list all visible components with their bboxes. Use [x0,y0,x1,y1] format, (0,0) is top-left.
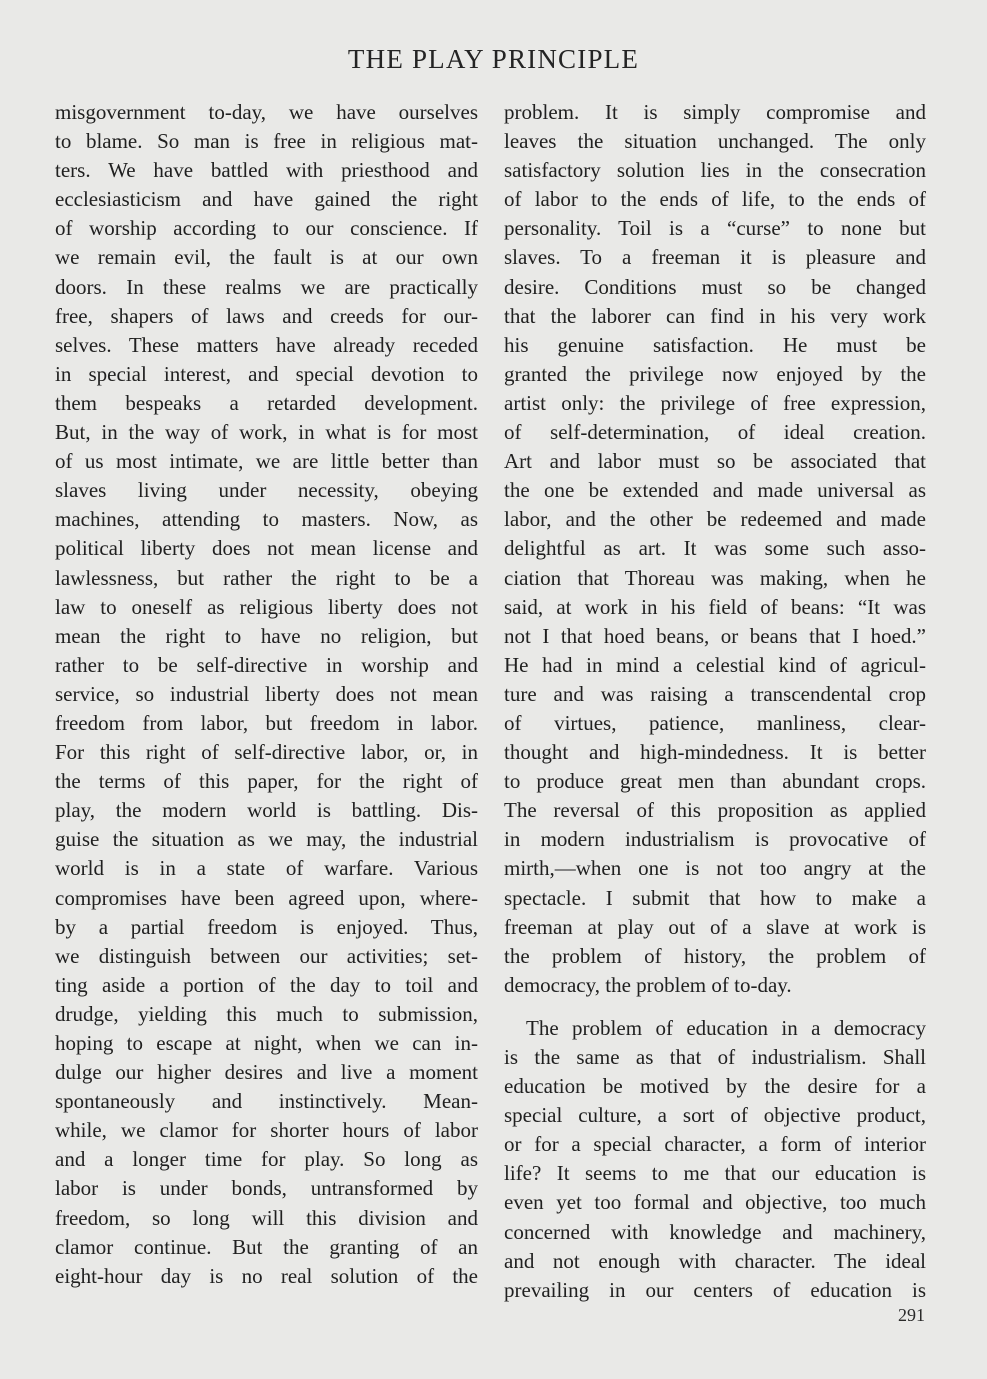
text-line: lawlessness, but rather the right to be a [55,565,478,590]
text-line: the problem of history, the problem of [504,943,926,968]
text-line: ture and was raising a transcendental crop [504,681,926,706]
text-line: democracy, the problem of to-day. [504,972,792,997]
right-column [504,98,926,1305]
paragraph-labor [504,98,926,1000]
text-line: ting aside a portion of the day to toil and [55,972,478,997]
text-line: But, in the way of work, in what is for most [55,420,478,445]
text-line: problem. It is simply compromise and [504,100,926,124]
text-line: world is in a state of warfare. Various [55,856,478,881]
text-line: labor, and the other be redeemed and made [504,507,926,532]
text-line: even yet too formal and objective, too much [504,1190,926,1215]
text-line: Art and labor must so be associated that [504,449,926,474]
text-line: freedom, so long will this division and [55,1205,478,1230]
text-line: personality. Toil is a “curse” to none but [504,216,926,241]
text-line: of us most intimate, we are little better than [55,449,478,474]
paragraph-education [504,1014,926,1305]
text-line: spectacle. I submit that how to make a [504,885,926,910]
text-line: said, at work in his field of beans: “It was [504,594,926,619]
text-line: the terms of this paper, for the right of [55,769,478,794]
page-number: 291 [898,1305,925,1325]
text-line: delightful as art. It was some such asso- [504,536,926,561]
text-line: not I that hoed beans, or beans that I hoed.” [504,623,926,648]
text-line: slaves. To a freeman it is pleasure and [504,245,926,270]
text-line: life? It seems to me that our education is [504,1161,926,1186]
text-line: compromises have been agreed upon, where- [55,885,478,910]
text-line: desire. Conditions must so be changed [504,274,926,299]
text-line: special culture, a sort of objective product, [504,1103,926,1128]
text-line: we remain evil, the fault is at our own [55,245,478,270]
text-line: The reversal of this proposition as applied [504,798,926,823]
text-line: hoping to escape at night, when we can in- [55,1031,478,1055]
text-line: thought and high-mindedness. It is better [504,740,926,765]
text-line: prevailing in our centers of education is [504,1277,926,1302]
text-line: ciation that Thoreau was making, when he [504,565,926,590]
text-line: satisfactory solution lies in the consecration [504,158,926,183]
text-line: in modern industrialism is provocative of [504,827,926,852]
text-line: of self-determination, of ideal creation. [504,420,926,445]
text-line: spontaneously and instinctively. Mean- [55,1089,478,1114]
text-line: is the same as that of industrialism. Shall [504,1045,926,1069]
text-line: selves. These matters have already receded [55,332,478,357]
text-line: service, so industrial liberty does not mean [55,681,478,706]
text-line: ters. We have battled with priesthood and [55,158,478,183]
text-line: leaves the situation unchanged. The only [504,129,926,154]
text-line: mirth,—when one is not too angry at the [504,856,926,881]
text-line: of virtues, patience, manliness, clear- [504,710,926,735]
text-line: guise the situation as we may, the industrial [55,827,478,852]
text-line: education be motived by the desire for a [504,1074,926,1099]
text-line: misgovernment to-day, we have ourselves [55,100,478,124]
running-header-title: THE PLAY PRINCIPLE [347,44,640,74]
text-line: and not enough with character. The ideal [504,1248,926,1273]
text-line: labor is under bonds, untransformed by [55,1176,478,1201]
text-line: political liberty does not mean license and [55,536,478,561]
text-line: his genuine satisfaction. He must be [504,332,926,357]
text-line: of worship according to our conscience. If [55,216,478,241]
text-line: we distinguish between our activities; set- [55,943,478,968]
text-line: that the laborer can find in his very work [504,303,926,328]
text-line: to produce great men than abundant crops. [504,769,926,794]
text-line: machines, attending to masters. Now, as [55,507,478,532]
text-line: while, we clamor for shorter hours of labor [55,1118,478,1143]
text-line: clamor continue. But the granting of an [55,1234,478,1259]
text-line: doors. In these realms we are practically [55,274,478,299]
text-line: The problem of education in a democracy [526,1015,926,1040]
text-line: freeman at play out of a slave at work is [504,914,926,939]
text-line: drudge, yielding this much to submission, [55,1001,478,1026]
text-line: law to oneself as religious liberty does not [55,594,478,619]
text-line: of labor to the ends of life, to the ends of [504,187,926,212]
text-line: the one be extended and made universal as [504,478,926,503]
text-line: by a partial freedom is enjoyed. Thus, [55,914,478,939]
text-line: artist only: the privilege of free expression, [504,390,926,415]
text-line: granted the privilege now enjoyed by the [504,361,926,386]
text-line: rather to be self-directive in worship and [55,652,478,677]
text-line: freedom from labor, but freedom in labor. [55,710,478,735]
text-line: He had in mind a celestial kind of agricul- [504,652,926,677]
text-line: them bespeaks a retarded development. [55,390,478,415]
text-line: dulge our higher desires and live a moment [55,1060,478,1085]
paragraph-gap [504,1000,926,1014]
text-line: to blame. So man is free in religious mat- [55,129,478,154]
text-line: For this right of self-directive labor, or, in [55,740,478,765]
text-line: free, shapers of laws and creeds for our- [55,303,478,328]
text-line: and a longer time for play. So long as [55,1147,478,1172]
left-column [55,98,478,1291]
text-line: mean the right to have no religion, but [55,623,478,648]
text-line: slaves living under necessity, obeying [55,478,478,503]
text-line: concerned with knowledge and machinery, [504,1219,926,1244]
text-line: in special interest, and special devotion to [55,361,478,386]
text-line: or for a special character, a form of interior [504,1132,926,1157]
text-line: eight-hour day is no real solution of the [55,1263,478,1288]
text-line: play, the modern world is battling. Dis- [55,798,478,823]
text-line: ecclesiasticism and have gained the right [55,187,478,212]
